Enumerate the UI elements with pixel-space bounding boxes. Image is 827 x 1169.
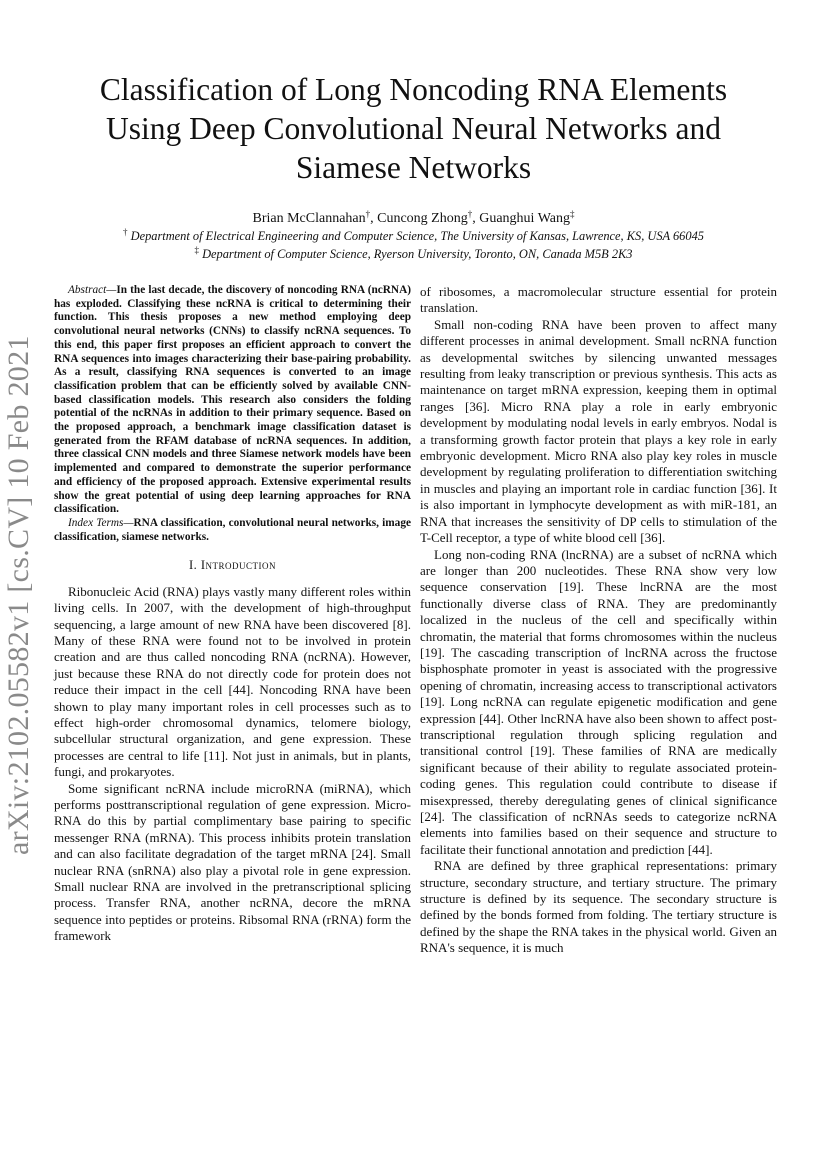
affiliation-text: Department of Computer Science, Ryerson University, Toronto, ON, Canada M5B 2K3: [202, 247, 633, 261]
index-terms-label: Index Terms—: [68, 516, 134, 529]
right-column: [420, 284, 777, 957]
body-paragraph: RNA are defined by three graphical representations: primary structure, secondary structure, and tertiary structure. The primary structure is defined by its sequence. The secondary structure is defined by the bonds formed from folding. The tertiary structure is defined by the shape the RNA takes in the physical world. Given an RNA's sequence, it is much: [420, 858, 777, 956]
author-list: Brian McClannahan†, Cuncong Zhong†, Guanghui Wang‡: [252, 209, 575, 226]
body-paragraph: Long non-coding RNA (lncRNA) are a subset of ncRNA which are longer than 200 nucleotides. These RNA show very low sequence conservation [19]. These lncRNA are the most functionally diverse class of RNA. They are predominantly localized in the nucleus of the cell and specifically within chromatin, the material that forms chromosomes within the nucleus [19]. The cascading transcription of lncRNA across the fructose bisphosphate promoter in yeast is associated with the progressive opening of chromatin, increasing access to transcriptional activators [19]. Long ncRNA can regulate epigenetic modification and gene expression [44]. Other lncRNA have also been shown to affect post-transcriptional regulation through splicing regulation and transitional control [19]. These families of RNA are medically significant because of their ability to regulate associated protein-coding genes. This regulation could contribute to disease if misexpressed, thereby deregulating genes of clinical significance [24]. The classification of ncRNAs seeds to categorize ncRNA elements into families based on their sequence and structure to facilitate their functional annotation and prediction [44].: [420, 546, 777, 857]
section-heading: I. Introduction: [188, 558, 277, 573]
abstract: [54, 284, 411, 517]
abstract-text: In the last decade, the discovery of noncoding RNA (ncRNA) has exploded. Classifying these ncRNA is critical to determining their function. This thesis proposes a new method employing deep convolutional neural networks (CNNs) to classify ncRNA sequences. To this end, this paper first proposes an efficient approach to convert the RNA sequences into images characterizing their base-pairing probability. As a result, classifying RNA sequences is converted to an image classification problem that can be efficiently solved by available CNN-based classification models. This research also considers the folding potential of the ncRNAs in addition to their primary sequence. Based on the proposed approach, a benchmark image classification dataset is generated from the RFAM database of ncRNA sequences. In addition, three classical CNN models and three Siamese network models have been implemented and compared to demonstrate the superior performance and efficiency of the proposed approach. Extensive experimental results show the great potential of using deep learning approaches for RNA classification.: [54, 284, 411, 516]
author-mark: †: [467, 209, 473, 219]
index-terms-text: RNA classification, convolutional neural networks, image classification, siamese networks.: [54, 516, 411, 543]
affiliation-text: Department of Electrical Engineering and Computer Science, The University of Kansas, Lawrence, KS, USA 66045: [130, 229, 704, 243]
body-paragraph: Ribonucleic Acid (RNA) plays vastly many different roles within living cells. In 2007, with the development of high-throughput sequencing, a large amount of new RNA have been discovered [8]. Many of these RNA were found not to be involved in protein creation and are thus called noncoding RNA (ncRNA). However, just because these RNA do not directly code for protein does not reduce their impact in the cell [44]. Noncoding RNA have been shown to play many important roles in cell processes such as to effect high-order chromosomal dynamics, telomere biology, subcellular structural organization, and gene expression. These processes are central to life [11]. Not just in animals, but in plants, fungi, and prokaryotes.: [54, 583, 411, 780]
author-name: Cuncong Zhong: [377, 211, 468, 226]
author-name: Guanghui Wang: [479, 211, 571, 226]
arxiv-identifier: arXiv:2102.05582v1 [cs.CV] 10 Feb 2021: [2, 335, 35, 855]
author-mark: †: [365, 209, 371, 219]
abstract-label: Abstract—: [68, 284, 117, 296]
body-paragraph: Some significant ncRNA include microRNA (miRNA), which performs posttranscriptional regulation of gene expression. Micro-RNA do this by partial complimentary base pairing to specific messenger RNA (mRNA). This process inhibits protein translation and can also facilitate degradation of the target mRNA [24]. Small nuclear RNA (snRNA) also play a pivotal role in gene expression. Small nuclear RNA are involved in the pretranscriptional splicing process. Transfer RNA, another ncRNA, decore the mRNA sequence into peptides or proteins. Ribsomal RNA (rRNA) form the framework: [54, 780, 411, 944]
affiliation: [40, 224, 787, 244]
body-paragraph: of ribosomes, a macromolecular structure essential for protein translation.: [420, 284, 777, 316]
body-paragraph: Small non-coding RNA have been proven to affect many different processes in animal development. Small ncRNA function as developmental switches by silencing unwanted messages resulting from leaky transcription or previous synthesis. This acts as maintenance on target mRNA expression, keeping them in optimal ranges [36]. Micro RNA play a role in early embryonic development by modulating nodal levels in early embryos. Nodal is a transforming growth factor protein that plays a key role in early embryonic development. Micro RNA also play key roles in muscle development by regulating proliferation to differentiation switching in muscles and playing an important role in cardiac function [36]. It is also important in lymphocyte development as with miR-181, an RNA that increases the sensitivity of DP cells to stimulation of the T-Cell receptor, a type of white blood cell [36].: [420, 316, 777, 546]
affiliation-mark: ‡: [194, 245, 199, 255]
affiliation-mark: †: [123, 227, 128, 237]
affiliation: [40, 242, 787, 262]
author-mark: ‡: [570, 209, 575, 219]
paper-title: Classification of Long Noncoding RNA Elements Using Deep Convolutional Neural Networks and Siamese Networks: [99, 72, 728, 185]
left-column: [54, 284, 411, 945]
index-terms: [54, 517, 411, 544]
author-name: Brian McClannahan: [252, 211, 366, 226]
